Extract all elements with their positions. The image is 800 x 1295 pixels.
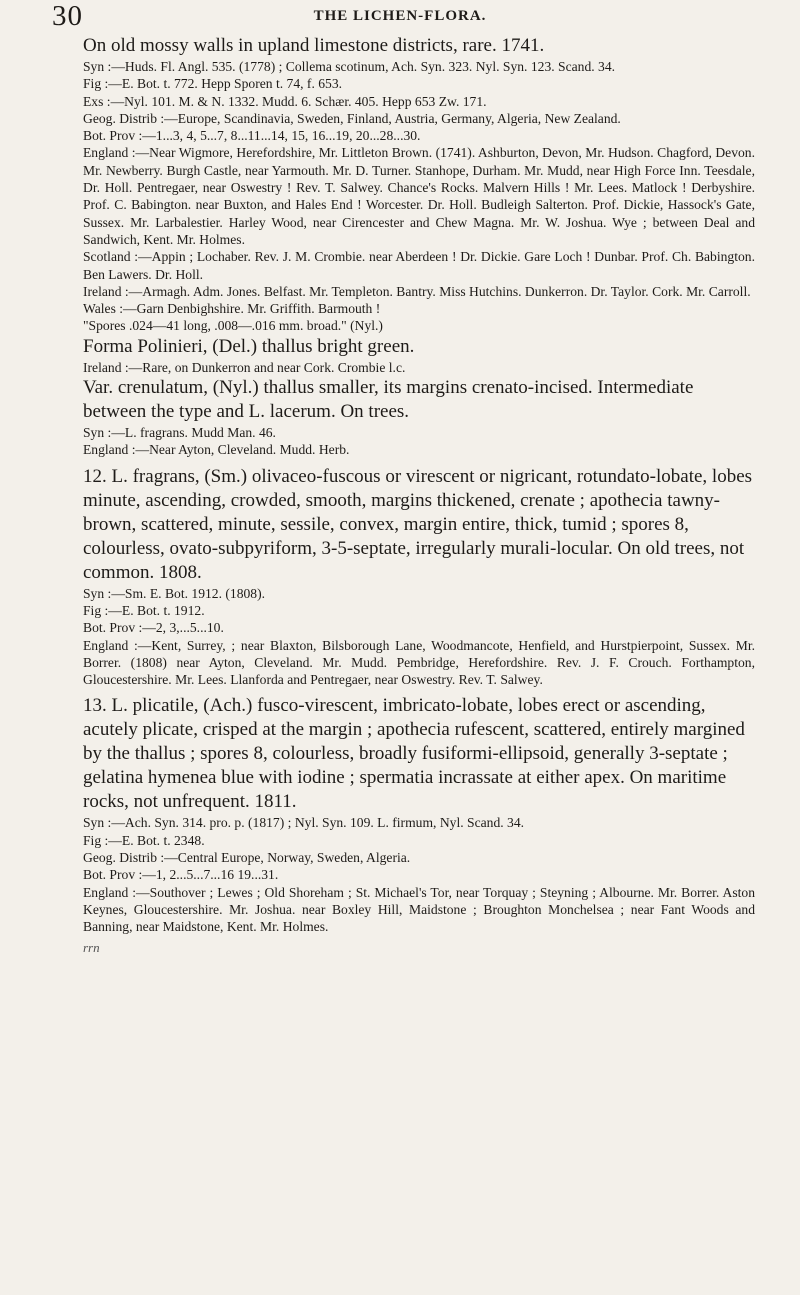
species-12-localities: England :—Kent, Surrey, ; near Blaxton, Bilsborough Lane, Woodmancote, Henfield, and Hurstpierpoint, Sussex. Mr. Borrer. (1808) near Ayton, Cleveland. Mr. Mudd. Pembridge, Herefordshire. Rev. J. F. Crouch. Forthampton, Gloucestershire. Mr. Lees. Llanforda and Pentregaer, near Oswestry. Rev. T. Salwey. — [83, 637, 755, 688]
species-13-distribution: Geog. Distrib :—Central Europe, Norway, Sweden, Algeria. — [83, 850, 411, 866]
variety-localities: England :—Near Ayton, Cleveland. Mudd. Herb. — [83, 442, 350, 458]
species-12-provinces: Bot. Prov :—2, 3,...5...10. — [83, 620, 224, 636]
figures: Fig :—E. Bot. t. 772. Hepp Sporen t. 74, f. 653. — [83, 76, 343, 92]
species-13-description: 13. L. plicatile, (Ach.) fusco-virescent, imbricato-lobate, lobes erect or ascending, acutely plicate, crisped at the margin ; apothecia rufescent, scattered, entirely margined by the thallus ; spores 8, colourless, broadly fusiformi-ellipsoid, generally 3-septate ; gelatina hymenea blue with iodine ; spermatia incrassate at either apex. On maritime rocks, not unfrequent. 1811. — [83, 695, 745, 813]
localities-ireland: Ireland :—Armagh. Adm. Jones. Belfast. Mr. Templeton. Bantry. Miss Hutchins. Dunkerron. Dr. Taylor. Cork. Mr. Carroll. — [83, 283, 751, 299]
species-13-figures: Fig :—E. Bot. t. 2348. — [83, 832, 205, 848]
species-13-localities: England :—Southover ; Lewes ; Old Shoreham ; St. Michael's Tor, near Torquay ; Steyning ; Albourne. Mr. Borrer. Aston Keynes, Gloucestershire. Mr. Joshua. near Boxley Hill, Maidstone ; Broughton Monchelsea ; near Fant Woods and Banning, near Maidstone, Kent. Mr. Holmes. — [83, 884, 755, 935]
exsiccatae: Exs :—Nyl. 101. M. & N. 1332. Mudd. 6. Schær. 405. Hepp 653 Zw. 171. — [83, 93, 487, 109]
geographic-distribution: Geog. Distrib :—Europe, Scandinavia, Sweden, Finland, Austria, Germany, Algeria, New Zealand. — [83, 110, 621, 126]
spore-measurements: "Spores .024—41 long, .008—.016 mm. broad." (Nyl.) — [83, 318, 383, 334]
localities-england: England :—Near Wigmore, Herefordshire, Mr. Littleton Brown. (1741). Ashburton, Devon, Mr. Hudson. Chagford, Devon. Mr. Newberry. Burgh Castle, near Yarmouth. Mr. D. Turner. Stanhope, Durham. Mr. Mudd, near High Force Inn. Teesdale, Dr. Holl. Pentregaer, near Oswestry ! Rev. T. Salwey. Chance's Rocks. Malvern Hills ! Mr. Lees. Matlock ! Derbyshire. Prof. C. Babington. near Buxton, and Hales End ! Worcester. Dr. Holl. Budleigh Salterton. Prof. Dickie, Hassock's Gate, Sussex. Mr. Larbalestier. Harley Wood, near Cirencester and Chew Magna. Mr. W. Joshua. Wye ; between Deal and Sandwich, Kent. Mr. Holmes. — [83, 145, 755, 247]
handwritten-mark: rrn — [83, 939, 100, 955]
species-12-figures: Fig :—E. Bot. t. 1912. — [83, 602, 205, 618]
species-13-synonymy: Syn :—Ach. Syn. 314. pro. p. (1817) ; Nyl. Syn. 109. L. firmum, Nyl. Scand. 34. — [83, 815, 525, 831]
running-head: THE LICHEN-FLORA. — [313, 8, 487, 24]
species-13-provinces: Bot. Prov :—1, 2...5...7...16 19...31. — [83, 867, 279, 883]
page-number: 30 — [52, 0, 83, 32]
synonymy: Syn :—Huds. Fl. Angl. 535. (1778) ; Collema scotinum, Ach. Syn. 323. Nyl. Syn. 123. Scand. 34. — [83, 59, 616, 74]
forma-localities: Ireland :—Rare, on Dunkerron and near Cork. Crombie l.c. — [83, 359, 406, 375]
variety-synonymy: Syn :—L. fragrans. Mudd Man. 46. — [83, 425, 276, 441]
species-12-synonymy: Syn :—Sm. E. Bot. 1912. (1808). — [83, 585, 266, 601]
forma-heading: Forma Polinieri, (Del.) thallus bright green. — [83, 335, 415, 357]
habitat-line: On old mossy walls in upland limestone districts, rare. 1741. — [83, 35, 545, 56]
species-12-description: 12. L. fragrans, (Sm.) olivaceo-fuscous or virescent or nigricant, rotundato-lobate, lobes minute, ascending, crowded, smooth, margins thickened, crenate ; apothecia tawny-brown, scattered, minute, sessile, convex, margin entire, thick, tumid ; spores 8, colourless, ovato-subpyriform, 3-5-septate, irregularly murali-locular. On old trees, not common. 1808. — [83, 465, 753, 583]
localities-wales: Wales :—Garn Denbighshire. Mr. Griffith. Barmouth ! — [83, 301, 381, 317]
botanical-provinces: Bot. Prov :—1...3, 4, 5...7, 8...11...14, 15, 16...19, 20...28...30. — [83, 128, 421, 144]
variety-description: Var. crenulatum, (Nyl.) thallus smaller, its margins crenato-incised. Intermediate between the type and L. lacerum. On trees. — [83, 377, 694, 423]
localities-scotland: Scotland :—Appin ; Lochaber. Rev. J. M. Crombie. near Aberdeen ! Dr. Dickie. Gare Loch ! Dunbar. Prof. Ch. Babington. Ben Lawers. Dr. Holl. — [83, 249, 755, 282]
page-body — [83, 34, 755, 956]
